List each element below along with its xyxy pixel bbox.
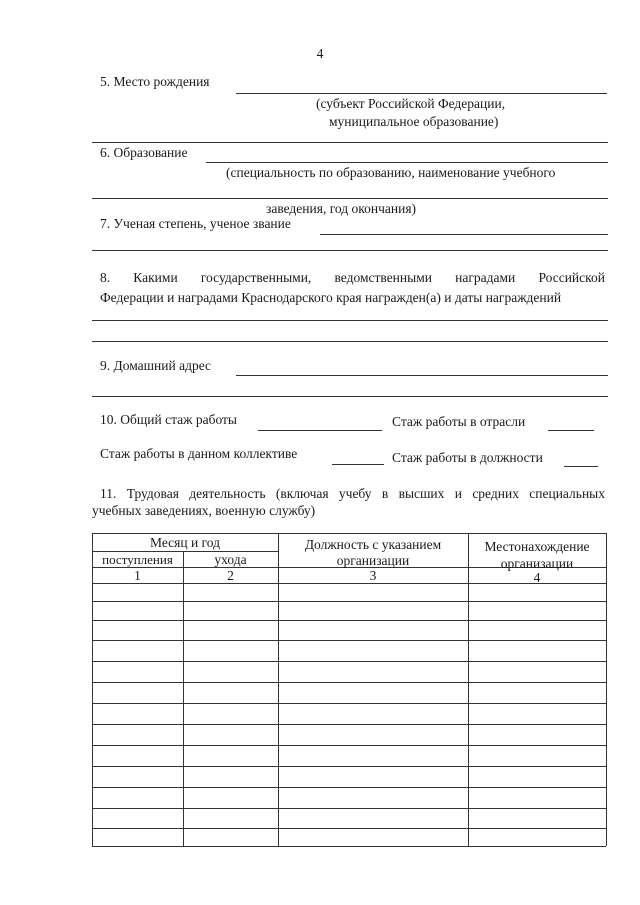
header-location-2: организации <box>500 556 574 571</box>
awards-question-line-1: 8. Какими государственными, ведомственными наградами Российской <box>100 270 605 285</box>
total-experience-label: 10. Общий стаж работы <box>100 412 237 427</box>
page-number: 4 <box>316 46 324 61</box>
team-experience-label: Стаж работы в данном коллективе <box>100 446 298 461</box>
degree-field[interactable] <box>320 234 608 235</box>
team-experience-field[interactable] <box>332 464 384 465</box>
table-row-line <box>92 724 606 725</box>
address-field-2[interactable] <box>92 396 608 397</box>
col-number-3: 3 <box>369 568 377 583</box>
col-number-4: 4 <box>533 570 541 585</box>
address-label: 9. Домашний адрес <box>100 358 212 373</box>
awards-question-line-2: Федерации и наградами Краснодарского края награжден(а) и даты награждений <box>100 290 562 305</box>
position-experience-field[interactable] <box>564 466 598 467</box>
table-row-line <box>92 620 606 621</box>
header-position-2: организации <box>336 553 410 568</box>
education-hint-2: заведения, год окончания) <box>266 201 417 216</box>
birthplace-label: 5. Место рождения <box>100 74 210 89</box>
table-row-line <box>92 787 606 788</box>
table-row-line <box>92 703 606 704</box>
table-top-border <box>92 533 606 534</box>
degree-field-2[interactable] <box>92 250 608 251</box>
birthplace-field-2[interactable] <box>92 142 608 143</box>
table-row-line <box>92 682 606 683</box>
table-row-line <box>92 808 606 809</box>
table-row-line <box>92 640 606 641</box>
header-admission: поступления <box>102 552 173 567</box>
header-position-1: Должность с указанием <box>304 537 442 552</box>
total-experience-field[interactable] <box>258 430 382 431</box>
position-experience-label: Стаж работы в должности <box>392 450 543 465</box>
col-number-2: 2 <box>227 568 234 583</box>
industry-experience-label: Стаж работы в отрасли <box>392 414 526 429</box>
awards-field-1[interactable] <box>92 320 608 321</box>
education-label: 6. Образование <box>100 145 188 160</box>
header-month-year: Месяц и год <box>150 535 220 550</box>
table-row-line <box>92 828 606 829</box>
labor-heading-line-2: учебных заведениях, военную службу) <box>92 503 316 518</box>
birthplace-hint-1: (субъект Российской Федерации, <box>316 96 506 111</box>
col-number-1: 1 <box>134 568 141 583</box>
industry-experience-field[interactable] <box>548 430 594 431</box>
table-row-line <box>92 766 606 767</box>
education-field-2[interactable] <box>92 198 608 199</box>
degree-label: 7. Ученая степень, ученое звание <box>100 216 291 231</box>
table-row-line <box>92 661 606 662</box>
header-leaving: ухода <box>214 552 247 567</box>
address-field[interactable] <box>236 375 608 376</box>
table-row-line <box>92 745 606 746</box>
table-row-line <box>92 601 606 602</box>
table-col-divider-1 <box>183 551 184 846</box>
awards-field-2[interactable] <box>92 341 608 342</box>
table-right-border <box>606 533 607 846</box>
birthplace-field[interactable] <box>236 93 607 94</box>
birthplace-hint-2: муниципальное образование) <box>329 114 499 129</box>
labor-heading-line-1: 11. Трудовая деятельность (включая учебу в высших и средних специальных <box>100 486 605 501</box>
education-hint-1: (специальность по образованию, наименование учебного <box>226 165 556 180</box>
header-location-1: Местонахождение <box>484 539 590 554</box>
table-bottom-border <box>92 846 606 847</box>
education-field[interactable] <box>206 162 608 163</box>
